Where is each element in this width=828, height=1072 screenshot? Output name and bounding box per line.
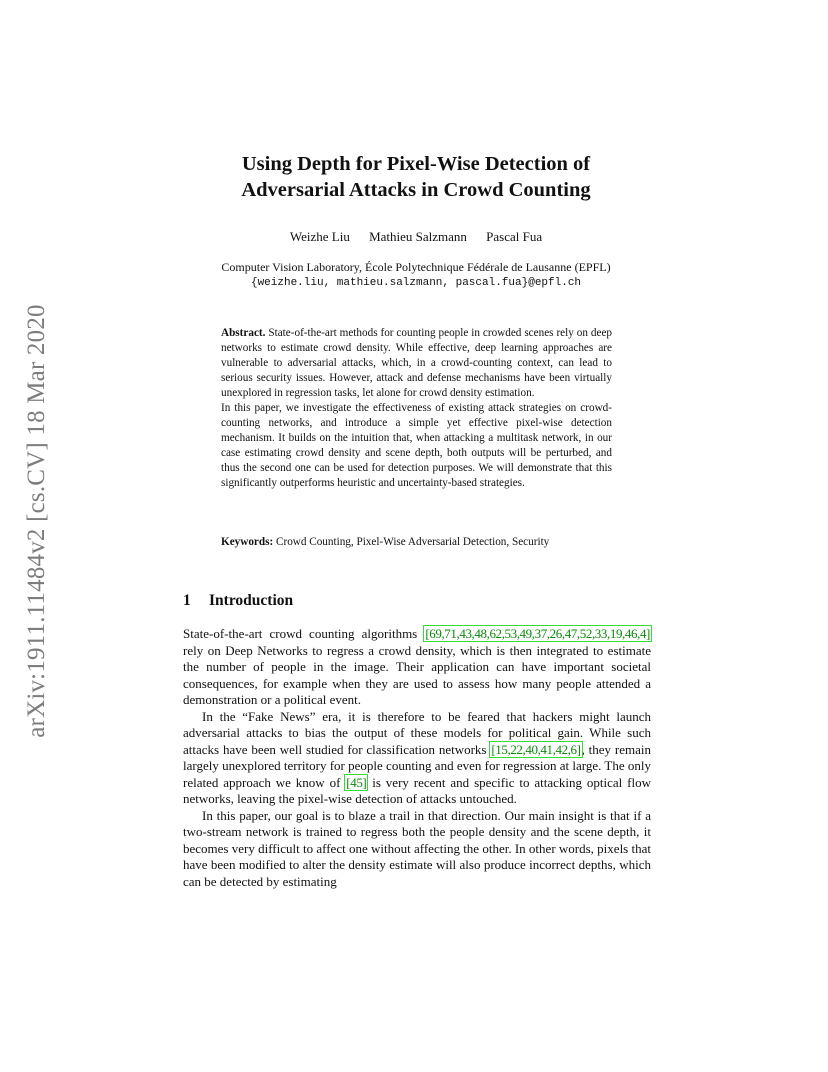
paper-title	[150, 151, 682, 203]
author-emails[interactable]: {weizhe.liu, mathieu.salzmann, pascal.fua}@epfl.ch	[250, 277, 582, 289]
citation-link[interactable]: [45]	[346, 774, 367, 790]
citation-link[interactable]: [15,22,40,41,42,6]	[491, 741, 581, 757]
abstract-paragraph-1	[221, 326, 612, 401]
author-3: Pascal Fua	[486, 229, 543, 244]
keywords-label: Keywords:	[221, 536, 274, 548]
affiliation-block	[150, 259, 682, 291]
introduction-body	[183, 626, 651, 890]
section-title: Introduction	[209, 592, 294, 609]
arxiv-identifier: arXiv:1911.11484v2 [cs.CV] 18 Mar 2020	[23, 304, 50, 738]
intro-text: In the “Fake News” era, it is therefore to be feared that hackers might launch adversarial attacks to bias the output of these models for political gain. While such attacks have been well studied for classification networks	[183, 708, 651, 757]
author-list	[150, 229, 682, 245]
keywords	[221, 535, 612, 550]
abstract-paragraph-2: In this paper, we investigate the effectiveness of existing attack strategies on crowd-counting networks, and introduce a simple yet effective pixel-wise detection mechanism. It builds on the intuition that, when attacking a multitask network, in our case estimating crowd density and scene depth, both outputs will be perturbed, and thus the second one can be used for detection purposes. We will demonstrate that this significantly outperforms heuristic and uncertainty-based strategies.	[221, 402, 612, 489]
author-1: Weizhe Liu	[289, 229, 350, 244]
intro-text: is very recent and specific to attacking optical flow networks, leaving the pixel-wise detection of attacks untouched.	[183, 774, 651, 806]
title-line-2: Adversarial Attacks in Crowd Counting	[241, 179, 591, 201]
intro-paragraph-1	[183, 626, 651, 709]
intro-text: State-of-the-art crowd counting algorithms	[183, 626, 425, 641]
intro-text: rely on Deep Networks to regress a crowd density, which is then integrated to estimate the number of people in the image. Their application can have important societal consequences, for example when they are used to assess how many people attended a demonstration or a political event.	[183, 642, 651, 707]
abstract	[221, 326, 612, 491]
title-line-1: Using Depth for Pixel-Wise Detection of	[241, 153, 591, 175]
arxiv-sidebar-stamp	[22, 282, 52, 760]
citation-link[interactable]: [69,71,43,48,62,53,49,37,26,47,52,33,19,46,4]	[425, 626, 650, 641]
intro-paragraph-3: In this paper, our goal is to blaze a trail in that direction. Our main insight is that if a two-stream network is trained to regress both the people density and the scene depth, it becomes very difficult to affect one without affecting the other. In other words, pixels that have been modified to alter the density estimate will also produce incorrect depths, which can be detected by estimating	[183, 807, 651, 889]
affiliation: Computer Vision Laboratory, École Polytechnique Fédérale de Lausanne (EPFL)	[221, 260, 611, 274]
section-heading	[183, 592, 293, 610]
author-2: Mathieu Salzmann	[369, 229, 467, 244]
intro-paragraph-2	[183, 709, 651, 808]
intro-text: , they remain largely unexplored territory for people counting and even for regression at large. The only related approach we know of	[183, 741, 651, 790]
abstract-text-1: State-of-the-art methods for counting people in crowded scenes rely on deep networks to estimate crowd density. While effective, deep learning approaches are vulnerable to adversarial attacks, which, in a crowd-counting context, can lead to serious security issues. However, attack and defense mechanisms have been virtually unexplored in regression tasks, let alone for crowd density estimation.	[221, 327, 612, 399]
section-number: 1	[183, 592, 191, 609]
keywords-text: Crowd Counting, Pixel-Wise Adversarial Detection, Security	[276, 536, 550, 548]
abstract-label: Abstract.	[221, 327, 266, 339]
